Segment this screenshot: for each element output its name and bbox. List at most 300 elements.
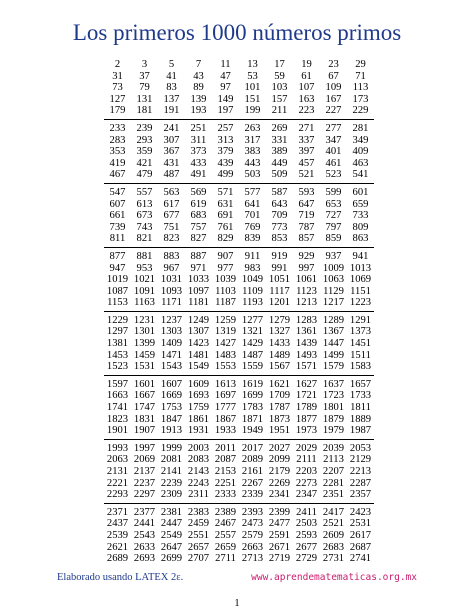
prime-cell: 2549 [160,529,183,541]
prime-cell: 1031 [160,274,183,286]
prime-cell: 683 [190,210,207,222]
prime-cell: 1889 [349,413,372,425]
prime-cell: 1321 [241,326,264,338]
prime-cell: 1481 [187,349,210,361]
prime-cell: 1487 [241,349,264,361]
prime-cell: 1033 [187,274,210,286]
prime-cell: 1283 [295,314,318,326]
prime-cell: 1237 [160,314,183,326]
prime-cell: 1433 [268,338,291,350]
prime-cell: 919 [271,250,288,262]
prime-cell: 97 [220,82,231,94]
prime-cell: 2339 [239,489,266,503]
prime-cell: 877 [109,250,126,262]
prime-cell: 2371 [106,506,129,518]
prime-cell: 61 [301,70,312,82]
prime-cell: 823 [158,233,185,247]
prime-cell: 1453 [106,349,129,361]
prime-cell: 13 [247,59,258,70]
table-row [104,553,374,567]
prime-cell: 1231 [133,314,156,326]
prime-cell: 839 [239,233,266,247]
prime-cell: 2609 [322,529,345,541]
prime-cell: 1201 [266,297,293,311]
table-row [104,169,374,183]
prime-cell: 1997 [133,442,156,454]
prime-cell: 2539 [106,529,129,541]
prime-cell: 1669 [160,390,183,402]
prime-cell: 599 [325,186,342,198]
prime-cell: 1459 [133,349,156,361]
prime-cell: 947 [109,262,126,274]
prime-cell: 479 [131,169,158,183]
prime-cell: 2287 [349,477,372,489]
prime-cell: 1187 [212,297,239,311]
prime-cell: 2689 [106,553,129,565]
prime-cell: 1301 [133,326,156,338]
prime-cell: 2551 [187,529,210,541]
prime-cell: 1607 [160,378,183,390]
prime-cell: 607 [109,198,126,210]
prime-cell: 1613 [214,378,237,390]
prime-cell: 307 [163,134,180,146]
prime-cell: 1367 [322,326,345,338]
table-row [104,146,374,158]
prime-cell: 2143 [187,466,210,477]
prime-cell: 1297 [106,326,129,338]
prime-cell: 563 [163,186,180,198]
prime-cell: 313 [217,134,234,146]
prime-cell: 1381 [106,338,129,350]
prime-cell: 139 [190,93,207,105]
prime-cell: 1609 [187,378,210,390]
prime-cell: 1663 [106,390,129,402]
prime-cell: 467 [104,169,131,183]
prime-cell: 359 [136,146,153,158]
prime-cell: 1637 [322,378,345,390]
prime-cell: 1289 [322,314,345,326]
prime-cell: 1543 [158,361,185,375]
table-row [104,56,374,71]
prime-cell: 1741 [106,402,129,414]
prime-cell: 797 [325,221,342,233]
table-row [104,454,374,466]
prime-cell: 401 [325,146,342,158]
prime-cell: 2671 [268,541,291,553]
prime-cell: 2081 [160,454,183,466]
table-row [104,361,374,375]
prime-cell: 2711 [215,553,236,565]
prime-cell: 227 [320,105,347,119]
prime-cell: 2683 [322,541,345,553]
prime-cell: 487 [158,169,185,183]
prime-cell: 1039 [214,274,237,286]
prime-cell: 2003 [187,442,210,454]
prime-cell: 2011 [215,442,236,454]
prime-cell: 971 [190,262,207,274]
prime-cell: 1277 [241,314,264,326]
prime-cell: 673 [136,210,153,222]
table-row [104,233,374,247]
prime-cell: 461 [325,157,342,169]
prime-cell: 1291 [349,314,372,326]
prime-cell: 739 [109,221,126,233]
prime-cell: 821 [131,233,158,247]
prime-cell: 1583 [347,361,374,375]
prime-cell: 1831 [133,413,156,425]
prime-cell: 1259 [214,314,237,326]
prime-cell: 499 [212,169,239,183]
prime-cell: 2707 [187,553,210,565]
prime-cell: 3 [141,59,148,70]
prime-cell: 239 [136,122,153,134]
prime-cell: 1789 [295,402,318,414]
prime-cell: 991 [271,262,288,274]
table-row [104,326,374,338]
prime-cell: 67 [328,70,339,82]
prime-cell: 1093 [160,285,183,297]
prime-cell: 577 [244,186,261,198]
table-row [104,71,374,83]
prime-cell: 743 [136,221,153,233]
prime-cell: 2027 [268,442,291,454]
table-row [104,222,374,234]
prime-cell: 2473 [241,518,264,530]
prime-cell: 1451 [349,338,372,350]
prime-cell: 727 [325,210,342,222]
prime-cell: 827 [185,233,212,247]
prime-cell: 389 [271,146,288,158]
prime-cell: 953 [136,262,153,274]
prime-cell: 2347 [293,489,320,503]
footer-url-link[interactable]: www.aprendematematicas.org.mx [251,572,417,583]
prime-cell: 1447 [322,338,345,350]
prime-cell: 59 [274,70,285,82]
page-number: 1 [234,598,240,609]
prime-cell: 1667 [133,390,156,402]
prime-cell: 2531 [349,518,372,530]
prime-cell: 1723 [322,390,345,402]
page-title: Los primeros 1000 números primos [72,20,402,45]
prime-cell: 2 [114,59,121,70]
prime-cell: 1063 [322,274,345,286]
prime-cell: 317 [244,134,261,146]
prime-cell: 1747 [133,402,156,414]
prime-cell: 2017 [241,442,264,454]
prime-cell: 2237 [133,477,156,489]
prime-cell: 1567 [266,361,293,375]
prime-cell: 491 [185,169,212,183]
prime-cell: 2351 [320,489,347,503]
prime-cell: 1483 [214,349,237,361]
prime-cell: 373 [190,146,207,158]
prime-cell: 2083 [187,454,210,466]
prime-cell: 1013 [349,262,372,274]
prime-cell: 929 [298,250,315,262]
prime-cell: 2417 [322,506,345,518]
prime-cell: 53 [247,70,258,82]
prime-cell: 1489 [268,349,291,361]
prime-cell: 709 [271,210,288,222]
prime-cell: 1249 [187,314,210,326]
prime-cell: 1229 [106,314,129,326]
prime-cell: 1051 [268,274,291,286]
prime-cell: 1163 [131,297,158,311]
prime-cell: 1823 [106,413,129,425]
prime-cell: 829 [212,233,239,247]
prime-cell: 1601 [133,378,156,390]
table-row [104,297,374,311]
prime-cell: 349 [352,134,369,146]
prime-cell: 1951 [266,425,293,439]
prime-cell: 1931 [185,425,212,439]
prime-cell: 2069 [133,454,156,466]
prime-cell: 881 [136,250,153,262]
prime-cell: 2087 [214,454,237,466]
prime-cell: 397 [298,146,315,158]
prime-cell: 2221 [106,477,129,489]
footer-credit: Elaborado usando LATEX 2ε. [57,572,184,583]
prime-cell: 1873 [268,413,291,425]
prime-cell: 1549 [185,361,212,375]
prime-cell: 157 [271,93,288,105]
prime-cell: 1721 [295,390,318,402]
prime-cell: 983 [244,262,261,274]
table-row [104,82,374,94]
prime-cell: 1117 [269,285,290,297]
prime-cell: 2677 [295,541,318,553]
prime-cell: 1907 [131,425,158,439]
prime-cell: 1213 [293,297,320,311]
prime-cell: 1787 [268,402,291,414]
prime-cell: 1993 [106,442,129,454]
prime-cell: 1531 [131,361,158,375]
prime-cell: 811 [104,233,131,247]
prime-cell: 1097 [187,285,210,297]
prime-cell: 557 [136,186,153,198]
prime-cell: 439 [217,157,234,169]
prime-cell: 1933 [212,425,239,439]
table-row [104,518,374,530]
primes-table [104,56,374,567]
prime-cell: 2273 [295,477,318,489]
prime-cell: 719 [298,210,315,222]
prime-cell: 29 [355,59,366,70]
prime-cell: 1811 [350,402,371,414]
prime-cell: 367 [163,146,180,158]
prime-cell: 883 [163,250,180,262]
prime-cell: 1423 [187,338,210,350]
prime-cell: 191 [158,105,185,119]
prime-cell: 1979 [320,425,347,439]
prime-cell: 2341 [266,489,293,503]
prime-cell: 7 [195,59,202,70]
prime-cell: 73 [112,82,123,94]
prime-cell: 1021 [133,274,156,286]
table-row [104,274,374,286]
prime-cell: 1279 [268,314,291,326]
table-row [104,338,374,350]
prime-cell: 613 [136,198,153,210]
prime-cell: 2399 [268,506,291,518]
prime-cell: 761 [217,221,234,233]
prime-cell: 769 [244,221,261,233]
prime-cell: 2203 [295,466,318,477]
prime-cell: 1511 [350,349,371,361]
prime-cell: 2381 [160,506,183,518]
prime-cell: 113 [352,82,369,94]
prime-cell: 251 [190,122,207,134]
prime-cell: 1699 [241,390,264,402]
prime-cell: 1759 [187,402,210,414]
prime-cell: 337 [298,134,315,146]
prime-cell: 571 [217,186,234,198]
prime-cell: 773 [271,221,288,233]
table-row [104,286,374,298]
prime-cell: 83 [166,82,177,94]
prime-cell: 1193 [239,297,266,311]
prime-cell: 197 [212,105,239,119]
prime-cell: 2153 [214,466,237,477]
prime-cell: 1151 [350,285,371,297]
prime-cell: 127 [109,93,126,105]
prime-cell: 2423 [349,506,372,518]
prime-cell: 173 [352,93,369,105]
prime-cell: 47 [220,70,231,82]
table-row [104,375,374,390]
prime-cell: 37 [139,70,150,82]
prime-cell: 17 [274,59,285,70]
prime-cell: 229 [347,105,374,119]
prime-cell: 2729 [295,553,318,565]
prime-cell: 541 [347,169,374,183]
prime-cell: 151 [244,93,261,105]
prime-cell: 1409 [160,338,183,350]
prime-cell: 1697 [214,390,237,402]
table-row [104,350,374,362]
prime-cell: 1049 [241,274,264,286]
prime-cell: 733 [352,210,369,222]
prime-cell: 2621 [106,541,129,553]
prime-cell: 997 [298,262,315,274]
prime-cell: 2161 [241,466,264,477]
prime-cell: 71 [355,70,366,82]
table-row [104,210,374,222]
prime-cell: 751 [163,221,180,233]
prime-cell: 1303 [160,326,183,338]
prime-cell: 2687 [349,541,372,553]
prime-cell: 1361 [295,326,318,338]
prime-cell: 2713 [241,553,264,565]
prime-cell: 271 [298,122,315,134]
prime-cell: 2179 [268,466,291,477]
prime-cell: 137 [163,93,180,105]
prime-cell: 1223 [347,297,374,311]
prime-cell: 937 [325,250,342,262]
prime-cell: 863 [347,233,374,247]
prime-cell: 1867 [214,413,237,425]
prime-cell: 1733 [349,390,372,402]
prime-cell: 1879 [322,413,345,425]
prime-cell: 2633 [133,541,156,553]
prime-cell: 1069 [349,274,372,286]
prime-cell: 2039 [322,442,345,454]
prime-cell: 101 [244,82,261,94]
prime-cell: 1109 [242,285,263,297]
prime-cell: 691 [217,210,234,222]
prime-cell: 233 [109,122,126,134]
prime-cell: 2459 [187,518,210,530]
prime-cell: 163 [298,93,315,105]
prime-cell: 1439 [295,338,318,350]
prime-cell: 379 [217,146,234,158]
prime-cell: 1999 [160,442,183,454]
prime-cell: 853 [266,233,293,247]
prime-cell: 2333 [212,489,239,503]
prime-cell: 2393 [241,506,264,518]
prime-cell: 463 [352,157,369,169]
prime-cell: 1753 [160,402,183,414]
prime-cell: 1901 [104,425,131,439]
table-row [104,311,374,326]
prime-cell: 269 [271,122,288,134]
prime-cell: 2699 [160,553,183,565]
prime-cell: 1709 [268,390,291,402]
prime-cell: 1553 [212,361,239,375]
prime-cell: 1091 [133,285,156,297]
prime-cell: 911 [244,250,261,262]
prime-cell: 263 [244,122,261,134]
prime-cell: 2557 [214,529,237,541]
prime-cell: 1307 [187,326,210,338]
prime-cell: 907 [217,250,234,262]
prime-cell: 23 [328,59,339,70]
prime-cell: 257 [217,122,234,134]
prime-cell: 2579 [241,529,264,541]
prime-cell: 2663 [241,541,264,553]
prime-cell: 1061 [295,274,318,286]
prime-cell: 79 [139,82,150,94]
prime-cell: 2657 [187,541,210,553]
prime-cell: 2377 [133,506,156,518]
prime-cell: 1153 [104,297,131,311]
prime-cell: 2543 [133,529,156,541]
prime-cell: 43 [193,70,204,82]
prime-cell: 593 [298,186,315,198]
prime-cell: 2099 [268,454,291,466]
prime-cell: 149 [217,93,234,105]
prime-cell: 977 [217,262,234,274]
prime-cell: 2719 [268,553,291,565]
prime-cell: 131 [136,93,153,105]
table-row [104,105,374,119]
table-row [104,119,374,134]
prime-cell: 2477 [268,518,291,530]
table-row [104,199,374,211]
prime-cell: 1657 [349,378,372,390]
prime-cell: 1087 [106,285,129,297]
prime-cell: 2647 [160,541,183,553]
prime-cell: 2593 [295,529,318,541]
prime-cell: 109 [325,82,342,94]
prime-cell: 1103 [215,285,236,297]
prime-cell: 283 [109,134,126,146]
prime-cell: 167 [325,93,342,105]
prime-cell: 19 [301,59,312,70]
prime-cell: 199 [239,105,266,119]
prime-cell: 211 [266,105,293,119]
prime-cell: 241 [163,122,180,134]
